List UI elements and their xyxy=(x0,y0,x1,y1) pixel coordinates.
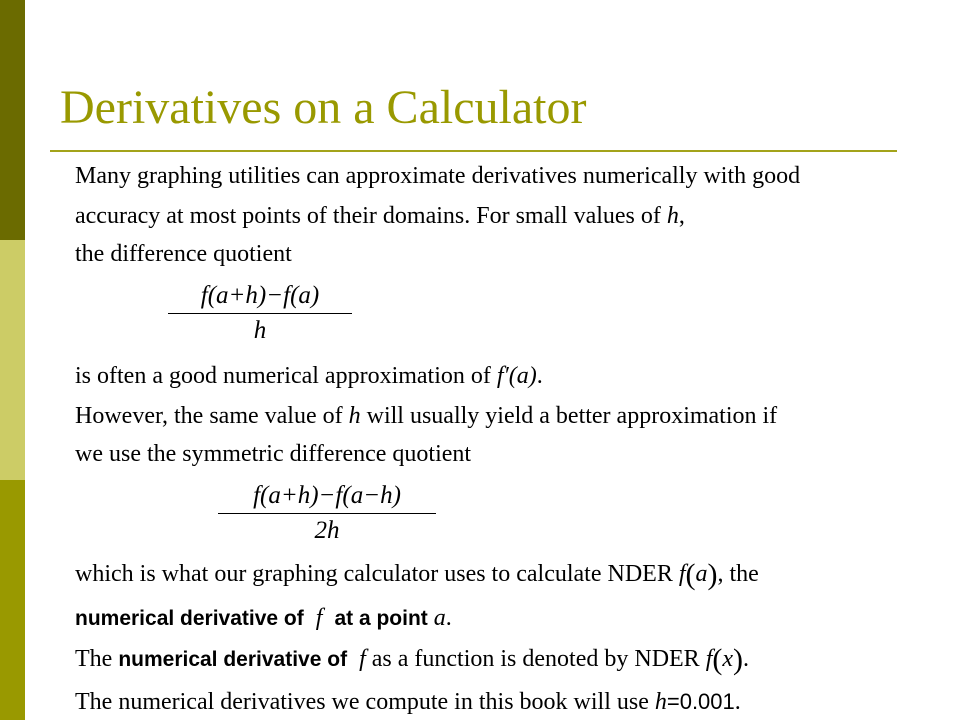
sidebar-accent xyxy=(0,0,25,720)
sidebar-segment-mid xyxy=(0,480,25,720)
text-line-7: which is what our graphing calculator uses to calculate NDER f(a), the xyxy=(75,558,759,591)
symmetric-difference-quotient-fraction xyxy=(218,482,436,546)
fraction-numerator: f(a+h)−f(a) xyxy=(200,282,320,309)
sidebar-segment-dark xyxy=(0,0,25,240)
difference-quotient-fraction xyxy=(168,282,352,346)
fraction-denominator: 2h xyxy=(314,517,340,544)
fraction-numerator: f(a+h)−f(a−h) xyxy=(253,482,401,509)
sidebar-segment-light xyxy=(0,240,25,480)
text-line-6: we use the symmetric difference quotient xyxy=(75,441,472,467)
text-line-3: the difference quotient xyxy=(75,241,292,267)
text-line-8: numerical derivative of f at a point a. xyxy=(75,605,452,631)
text-line-1: Many graphing utilities can approximate derivatives numerically with good xyxy=(75,163,801,189)
fraction-bar xyxy=(168,313,352,314)
title-divider xyxy=(50,150,897,152)
text-line-5: However, the same value of h will usually yield a better approximation if xyxy=(75,403,778,429)
text-line-4: is often a good numerical approximation of f′(a). xyxy=(75,363,543,389)
text-line-10: The numerical derivatives we compute in this book will use h=0.001. xyxy=(75,689,741,715)
text-line-9: The numerical derivative of f as a function is denoted by NDER f(x). xyxy=(75,643,750,676)
fraction-bar xyxy=(218,513,436,514)
fraction-denominator: h xyxy=(253,317,267,344)
slide-title: Derivatives on a Calculator xyxy=(60,81,587,134)
text-line-2: accuracy at most points of their domains. For small values of h, xyxy=(75,203,685,229)
